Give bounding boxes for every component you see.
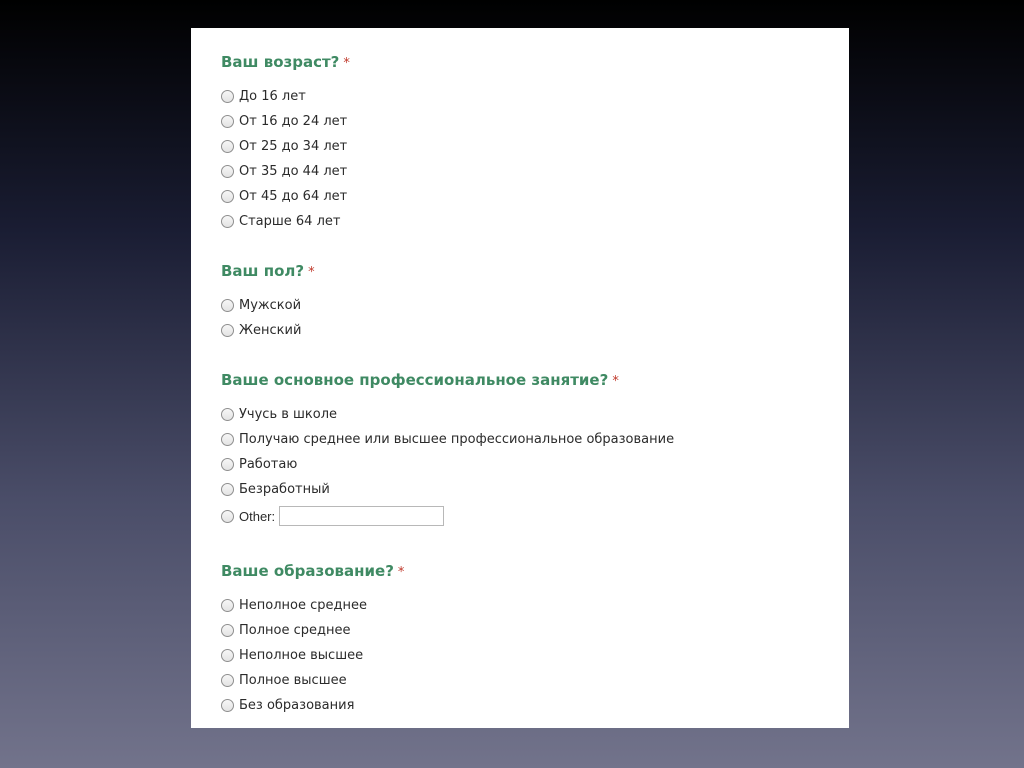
radio-button[interactable] bbox=[221, 483, 234, 496]
radio-button[interactable] bbox=[221, 115, 234, 128]
radio-option[interactable] bbox=[221, 427, 674, 452]
form-card bbox=[191, 28, 849, 728]
options-list bbox=[221, 84, 350, 234]
options-list bbox=[221, 402, 674, 530]
radio-option[interactable] bbox=[221, 84, 350, 109]
question-age bbox=[221, 52, 350, 234]
option-label[interactable]: Старше 64 лет bbox=[239, 214, 341, 229]
option-label[interactable]: Неполное среднее bbox=[239, 598, 368, 613]
question-occupation bbox=[221, 370, 674, 530]
option-label[interactable]: Получаю среднее или высшее профессиональное образование bbox=[239, 432, 675, 447]
radio-option[interactable] bbox=[221, 184, 350, 209]
radio-option[interactable] bbox=[221, 134, 350, 159]
radio-button[interactable] bbox=[221, 408, 234, 421]
radio-button[interactable] bbox=[221, 599, 234, 612]
radio-option[interactable] bbox=[221, 452, 674, 477]
radio-button[interactable] bbox=[221, 299, 234, 312]
radio-button[interactable] bbox=[221, 433, 234, 446]
radio-option[interactable] bbox=[221, 593, 404, 618]
radio-option[interactable] bbox=[221, 643, 404, 668]
radio-button[interactable] bbox=[221, 140, 234, 153]
radio-option[interactable] bbox=[221, 693, 404, 718]
radio-option[interactable] bbox=[221, 159, 350, 184]
option-label[interactable]: Полное среднее bbox=[239, 623, 351, 638]
radio-button[interactable] bbox=[221, 165, 234, 178]
radio-option-other[interactable] bbox=[221, 502, 674, 530]
option-label[interactable]: Неполное высшее bbox=[239, 648, 364, 663]
radio-button[interactable] bbox=[221, 324, 234, 337]
radio-option[interactable] bbox=[221, 402, 674, 427]
radio-option[interactable] bbox=[221, 318, 315, 343]
option-label[interactable]: От 45 до 64 лет bbox=[239, 189, 348, 204]
option-label[interactable]: Учусь в школе bbox=[239, 407, 338, 422]
other-label: Other: bbox=[239, 508, 276, 524]
option-label[interactable]: Полное высшее bbox=[239, 673, 347, 688]
options-list bbox=[221, 593, 404, 718]
radio-option[interactable] bbox=[221, 293, 315, 318]
option-label[interactable]: От 25 до 34 лет bbox=[239, 139, 348, 154]
option-label[interactable]: До 16 лет bbox=[239, 89, 306, 104]
other-text-input[interactable] bbox=[279, 506, 444, 526]
option-label[interactable]: Без образования bbox=[239, 698, 355, 713]
required-mark: * bbox=[308, 265, 315, 280]
option-label[interactable]: Работаю bbox=[239, 457, 298, 472]
required-mark: * bbox=[343, 56, 350, 71]
radio-button[interactable] bbox=[221, 458, 234, 471]
required-mark: * bbox=[397, 565, 405, 580]
options-list bbox=[221, 293, 315, 343]
radio-button[interactable] bbox=[221, 190, 234, 203]
option-label[interactable]: От 16 до 24 лет bbox=[239, 114, 348, 129]
radio-option[interactable] bbox=[221, 477, 674, 502]
question-title: Ваше основное профессиональное занятие? * bbox=[221, 371, 619, 389]
radio-option[interactable] bbox=[221, 668, 404, 693]
question-gender bbox=[221, 261, 315, 343]
radio-button[interactable] bbox=[221, 699, 234, 712]
radio-button[interactable] bbox=[221, 510, 234, 523]
option-label[interactable]: Женский bbox=[239, 323, 302, 338]
radio-option[interactable] bbox=[221, 109, 350, 134]
question-title: Ваш пол? * bbox=[221, 262, 315, 280]
question-title: Ваше образование? * bbox=[221, 562, 405, 580]
required-mark: * bbox=[612, 374, 619, 389]
option-label[interactable]: Мужской bbox=[239, 298, 302, 313]
radio-button[interactable] bbox=[221, 674, 234, 687]
option-label[interactable]: От 35 до 44 лет bbox=[239, 164, 348, 179]
radio-button[interactable] bbox=[221, 649, 234, 662]
question-education bbox=[221, 561, 404, 718]
question-title: Ваш возраст? * bbox=[221, 53, 350, 71]
radio-button[interactable] bbox=[221, 624, 234, 637]
option-label[interactable]: Безработный bbox=[239, 482, 330, 497]
radio-option[interactable] bbox=[221, 209, 350, 234]
radio-button[interactable] bbox=[221, 90, 234, 103]
radio-button[interactable] bbox=[221, 215, 234, 228]
radio-option[interactable] bbox=[221, 618, 404, 643]
